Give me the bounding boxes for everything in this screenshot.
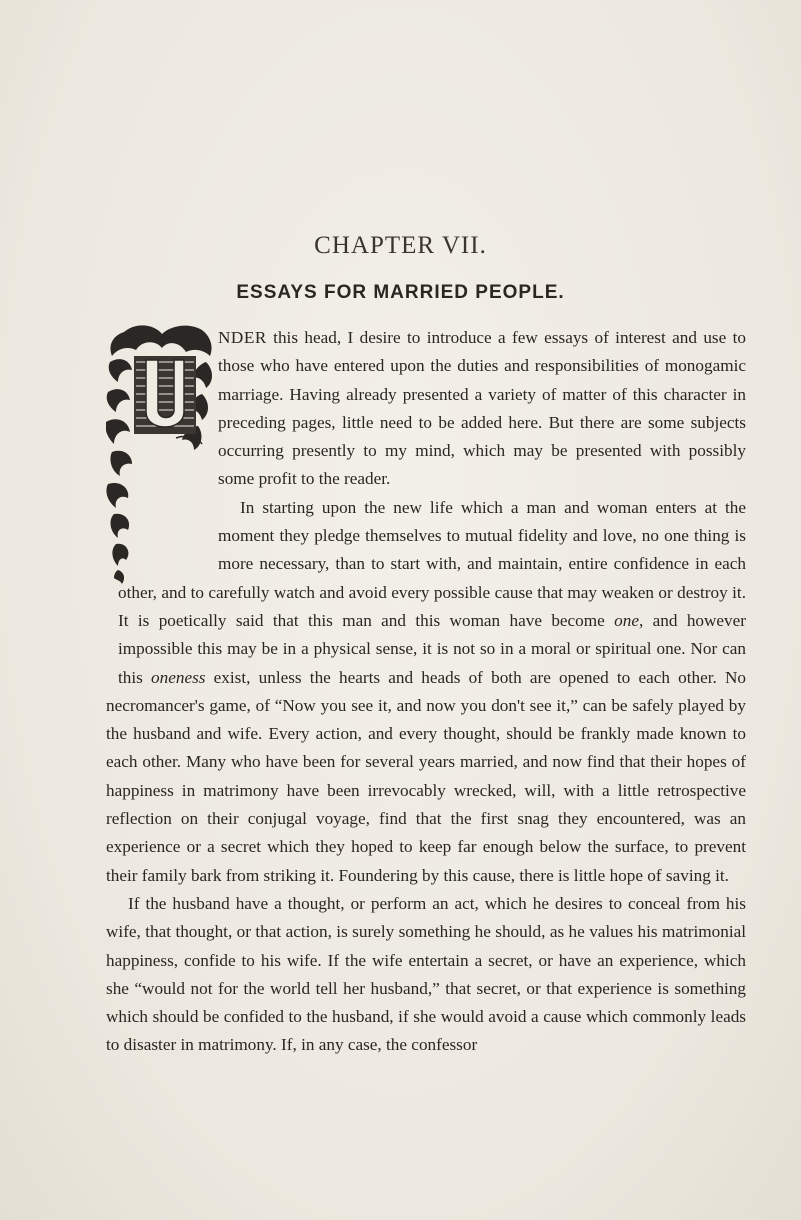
chapter-heading: CHAPTER VII. [314, 232, 487, 259]
body-text [106, 324, 746, 1060]
paragraph-1-text: this head, I desire to introduce a few essays of interest and use to those who have entered upon the duties and responsibilities of monogamic marriage. Having already presented a variety of matter of this character in preceding pages, little need to be added here. But there are some subjects occurring presently to my mind, which may be presented with possibly some profit to the reader. [218, 328, 746, 489]
section-title: ESSAYS FOR MARRIED PEOPLE. [236, 282, 565, 303]
paragraph-3: If the husband have a thought, or perform an act, which he desires to conceal from his wife, that thought, or that action, is surely something he should, as he values his matrimonial happiness, confide to his wife. If the wife entertain a secret, or have an experience, which she “would not for the world tell her husband,” that secret, or that experience is something which should be confided to the husband, if she would avoid a cause which commonly leads to disaster in matrimony. If, in any case, the confessor [106, 893, 746, 1055]
paragraph-2-part-a: In starting upon the new life which a man and woman enters at the moment they pledge themselves to mutual fidelity and love, no one thing is more necessary, than to start with, and maintain, entire confidence in each other, and to carefully watch and avoid every possible cause that may weaken or destroy it. It is poetically said that this man and this woman have become [118, 497, 746, 630]
drop-cap-tail-space [106, 552, 118, 672]
paragraph-2-emphasis-oneness: oneness [151, 667, 206, 687]
paragraph-2-emphasis-one: one [614, 610, 639, 630]
paragraph-1-lead: NDER [218, 328, 267, 347]
paragraph-2-part-b: , and however impossible this may be in a physical sense, it is not so in a moral or spiritual one. Nor can this [118, 610, 746, 687]
paragraph-2 [106, 494, 746, 890]
drop-cap-space [106, 324, 218, 552]
paragraph-2-part-c: exist, unless the hearts and heads of both are opened to each other. No necromancer's game, of “Now you see it, and now you don't see it,” can be safely played by the husband and wife. Every action, and every thought, should be frankly made known to each other. Many who have been for several years married, and now find that their hopes of happiness in matrimony have been irrevocably wrecked, will, with a little retrospective reflection on their conjugal voyage, find that the first snag they encountered, was an experience or a secret which they hoped to keep far enough below the surface, to prevent their family bark from striking it. Foundering by this cause, there is little hope of saving it. [106, 667, 747, 885]
